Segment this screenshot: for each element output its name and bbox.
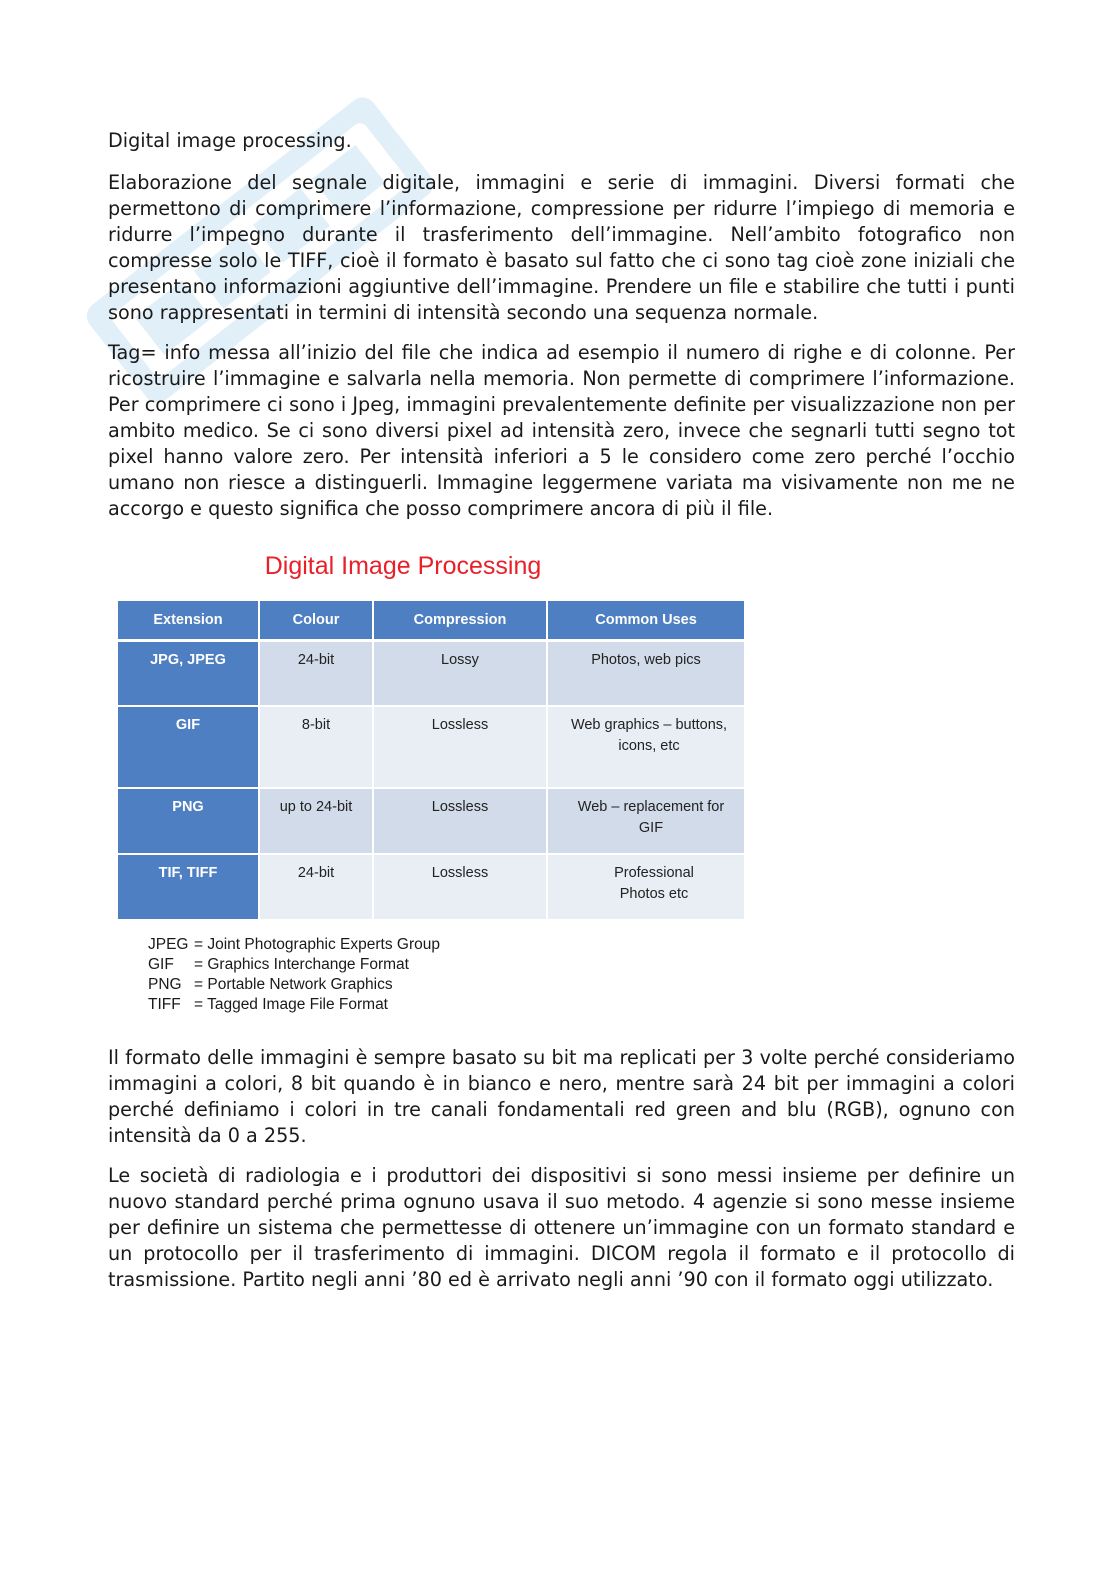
document-title: Digital image processing. bbox=[108, 129, 352, 152]
legend-abbr: PNG bbox=[148, 975, 182, 993]
table-header-row bbox=[118, 601, 745, 641]
header-colour: Colour bbox=[259, 601, 373, 641]
cell-extension: GIF bbox=[118, 706, 259, 788]
cell-uses: Professional Photos etc bbox=[547, 854, 745, 920]
legend-def: = Graphics Interchange Format bbox=[194, 955, 409, 973]
legend-item bbox=[148, 955, 758, 975]
abbreviation-legend bbox=[148, 935, 758, 1015]
cell-compression: Lossy bbox=[373, 641, 547, 706]
table-row bbox=[118, 788, 745, 854]
formats-figure bbox=[118, 552, 758, 1015]
document-page bbox=[108, 128, 1015, 1307]
paragraph-dicom: Le società di radiologia e i produttori dei dispositivi si sono messi insieme per definire un nuovo standard perché prima ognuno usava il suo metodo. 4 agenzie si sono messe insieme per definire un sistema che permettesse di ottenere un’immagine con un formato standard e un protocollo per il trasferimento di immagini. DICOM regola il formato e il protocollo di trasmissione. Partito negli anni ’80 ed è arrivato negli anni ’90 con il formato oggi utilizzato. bbox=[108, 1163, 1015, 1291]
header-compression: Compression bbox=[373, 601, 547, 641]
cell-uses: Photos, web pics bbox=[547, 641, 745, 706]
legend-abbr: JPEG bbox=[148, 935, 189, 953]
table-row bbox=[118, 706, 745, 788]
legend-def: = Tagged Image File Format bbox=[194, 995, 388, 1013]
legend-item bbox=[148, 995, 758, 1015]
cell-compression: Lossless bbox=[373, 788, 547, 854]
cell-colour: 24-bit bbox=[259, 641, 373, 706]
formats-table bbox=[118, 601, 746, 921]
paragraph-intro: Elaborazione del segnale digitale, immagini e serie di immagini. Diversi formati che permettono di comprimere l’informazione, compressione per ridurre l’impiego di memoria e ridurre l’impegno durante il trasferimento dell’immagine. Nell’ambito fotografico non compresse solo le TIFF, cioè il formato è basato sul fatto che ci sono tag cioè zone iniziali che presentano informazioni aggiuntive dell’immagine. Prendere un file e stabilire che tutti i punti sono rappresentati in termini di intensità secondo una sequenza normale. bbox=[108, 171, 1015, 324]
paragraph-tag: Tag= info messa all’inizio del file che indica ad esempio il numero di righe e di colonne. Per ricostruire l’immagine e salvarla nella memoria. Non permette di comprimere l’informazione. Per comprimere ci sono i Jpeg, immagini prevalentemente definite per visualizzazione non per ambito medico. Se ci sono diversi pixel ad intensità zero, invece che segnarli tutti segno tot pixel hanno valore zero. Per intensità inferiori a 5 le considero come zero perché l’occhio umano non riesce a distinguerli. Immagine leggermene variata ma visivamente non me ne accorgo e questo significa che posso comprimere ancora di più il file. bbox=[108, 341, 1015, 520]
figure-title-text: Digital Image Processing bbox=[264, 552, 542, 580]
header-extension: Extension bbox=[118, 601, 259, 641]
legend-abbr: TIFF bbox=[148, 995, 181, 1013]
cell-colour: 24-bit bbox=[259, 854, 373, 920]
paragraph-bit-format: Il formato delle immagini è sempre basato su bit ma replicati per 3 volte perché consideriamo immagini a colori, 8 bit quando è in bianco e nero, mentre sarà 24 bit per immagini a colori perché definiamo i colori in tre canali fondamentali red green and blu (RGB), ognuno con intensità da 0 a 255. bbox=[108, 1045, 1015, 1147]
legend-abbr: GIF bbox=[148, 955, 174, 973]
cell-extension: TIF, TIFF bbox=[118, 854, 259, 920]
legend-def: = Portable Network Graphics bbox=[194, 975, 393, 993]
cell-extension: PNG bbox=[118, 788, 259, 854]
legend-item bbox=[148, 935, 758, 955]
legend-def: = Joint Photographic Experts Group bbox=[194, 935, 440, 953]
cell-compression: Lossless bbox=[373, 706, 547, 788]
cell-uses: Web – replacement for GIF bbox=[547, 788, 745, 854]
cell-colour: 8-bit bbox=[259, 706, 373, 788]
cell-extension: JPG, JPEG bbox=[118, 641, 259, 706]
cell-uses: Web graphics – buttons, icons, etc bbox=[547, 706, 745, 788]
figure-title bbox=[118, 552, 758, 581]
cell-colour: up to 24-bit bbox=[259, 788, 373, 854]
header-common-uses: Common Uses bbox=[547, 601, 745, 641]
table-row bbox=[118, 854, 745, 920]
legend-item bbox=[148, 975, 758, 995]
cell-compression: Lossless bbox=[373, 854, 547, 920]
table-row bbox=[118, 641, 745, 706]
